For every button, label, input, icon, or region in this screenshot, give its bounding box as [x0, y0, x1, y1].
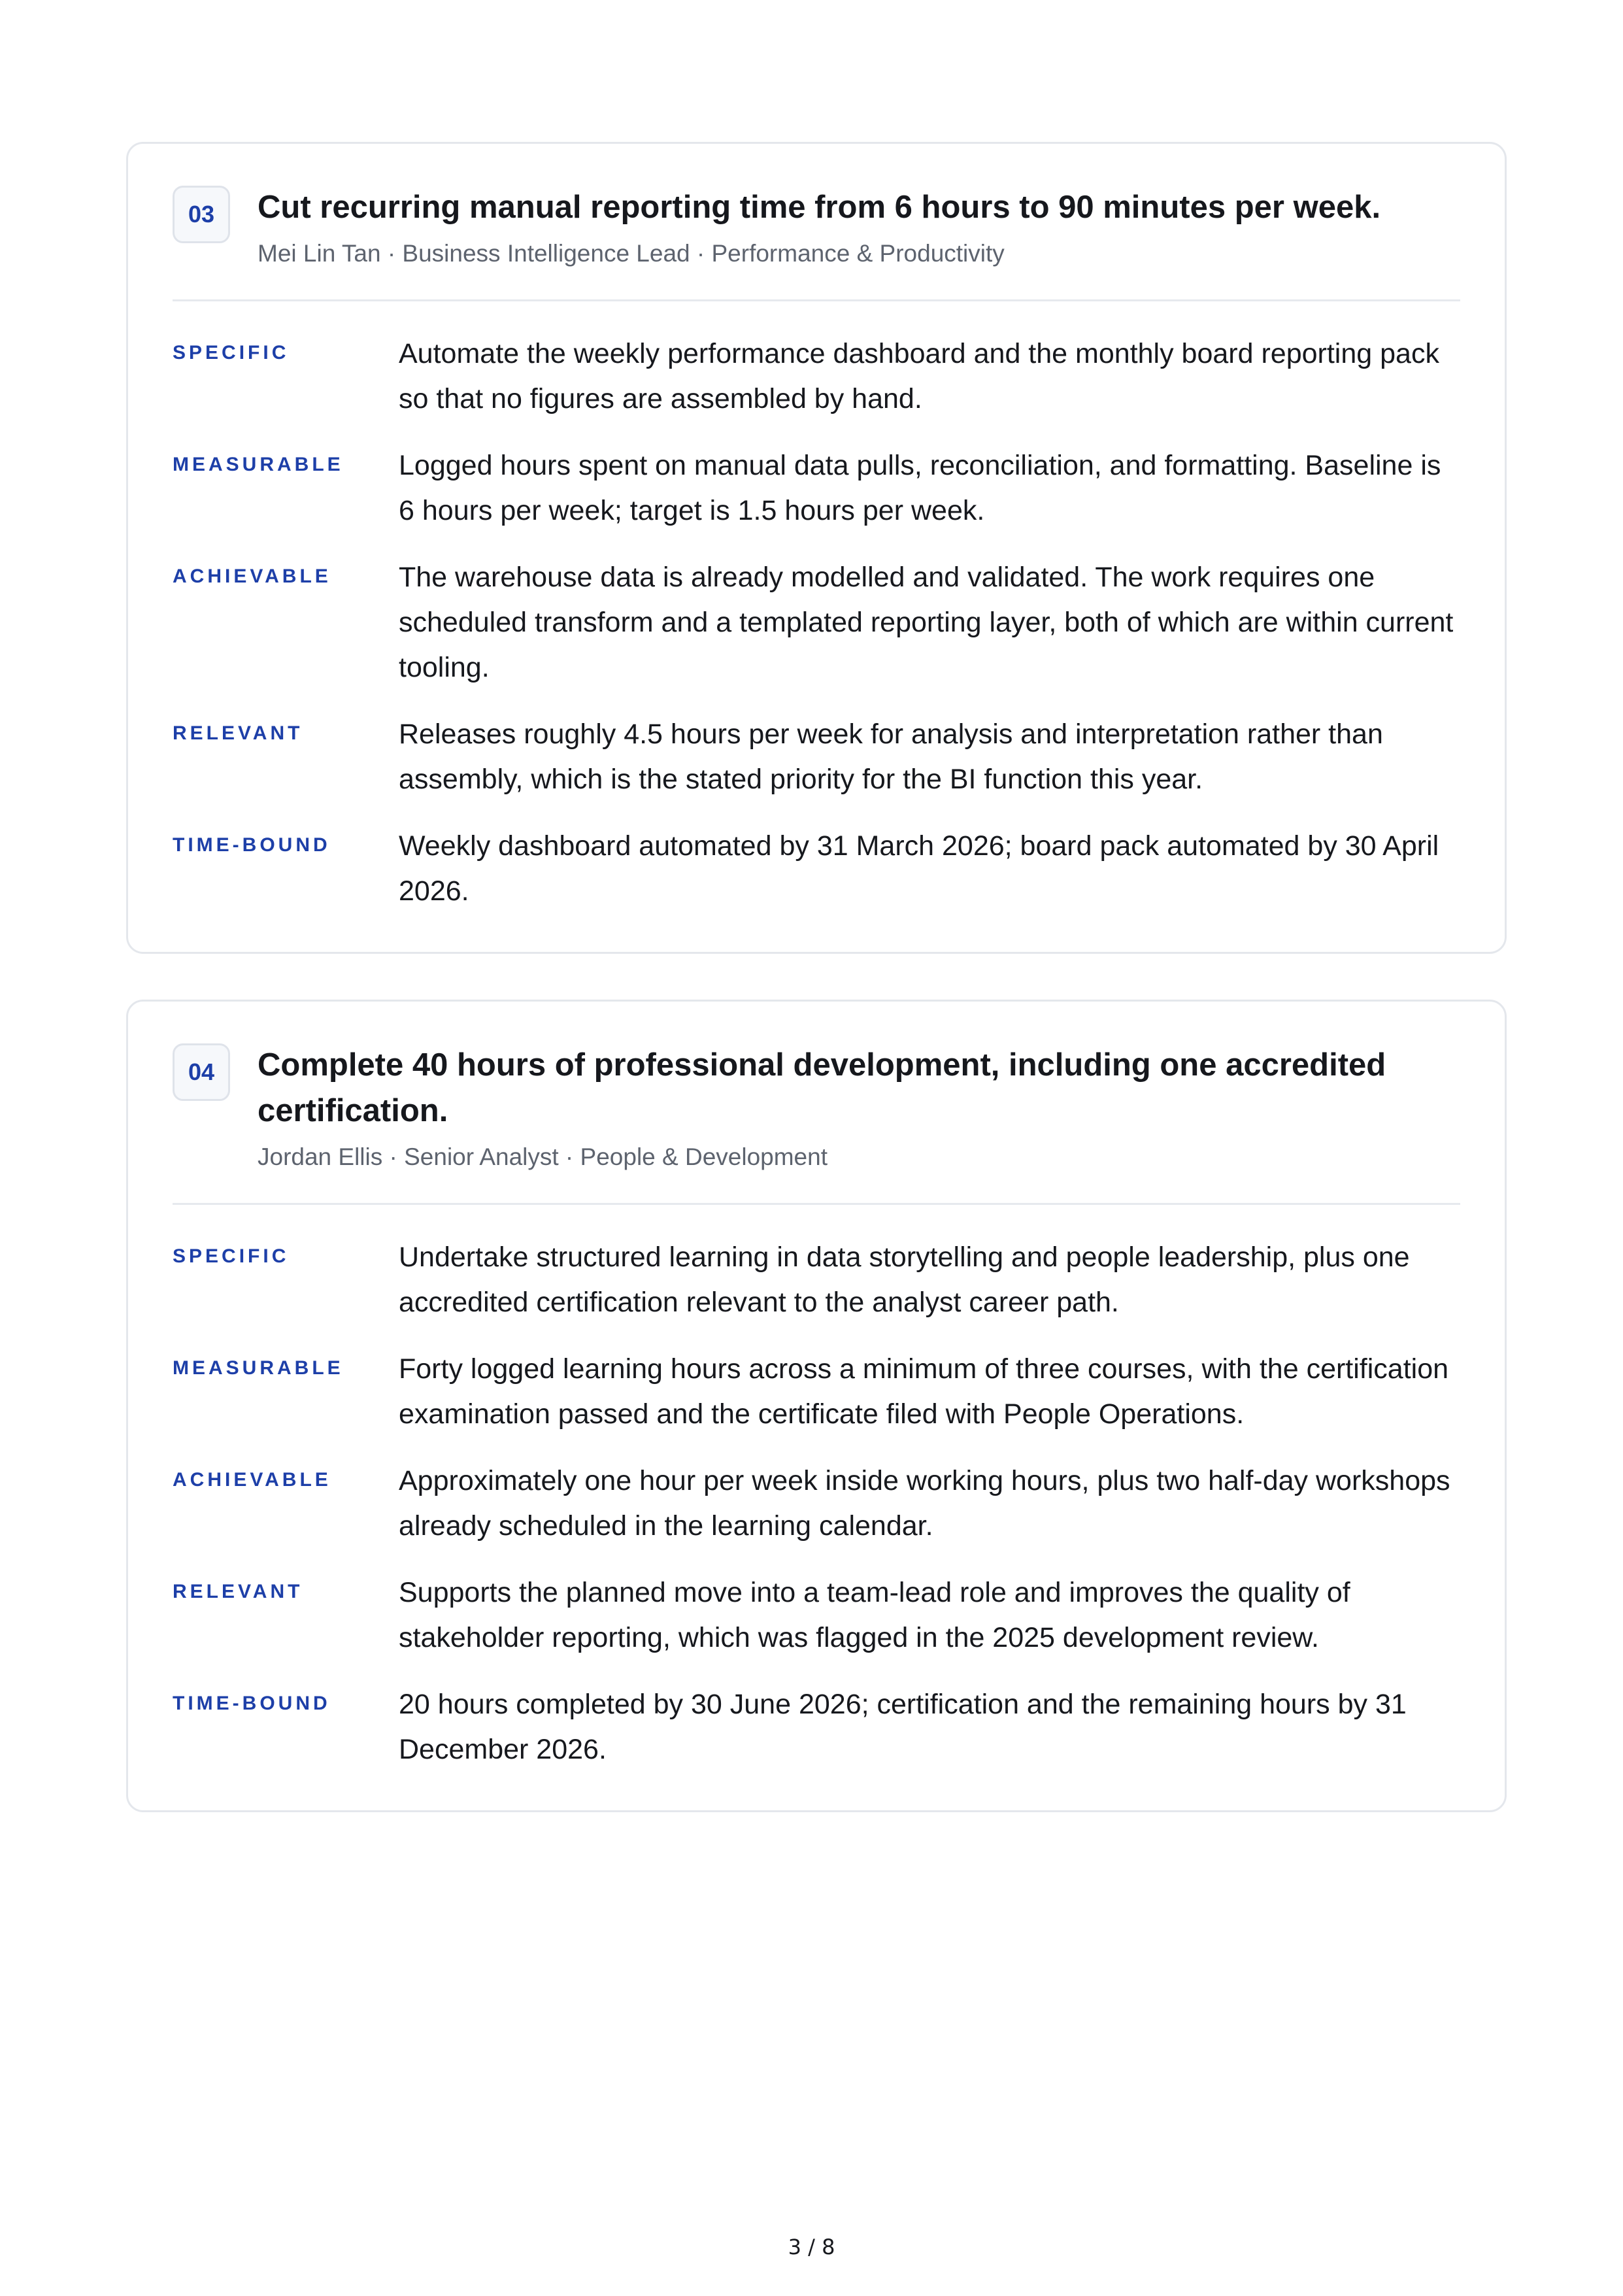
- criterion-achievable: [173, 555, 1460, 690]
- criterion-time-bound: [173, 824, 1460, 914]
- criterion-label: RELEVANT: [173, 722, 303, 744]
- criterion-text: Forty logged learning hours across a minimum of three courses, with the certification examination passed and the certificate filed with People Operations.: [399, 1353, 1449, 1430]
- criterion-text: Weekly dashboard automated by 31 March 2026; board pack automated by 30 April 2026.: [399, 830, 1439, 907]
- criterion-label: MEASURABLE: [173, 454, 344, 475]
- criterion-text: The warehouse data is already modelled and validated. The work requires one scheduled transform and a templated reporting layer, both of which are within current tooling.: [399, 562, 1454, 683]
- criterion-measurable: [173, 443, 1460, 533]
- page-number: 3 / 8: [788, 2235, 835, 2259]
- criterion-relevant: [173, 712, 1460, 802]
- goal-card: [126, 1000, 1507, 1812]
- criterion-text: Supports the planned move into a team-lead role and improves the quality of stakeholder reporting, which was flagged in the 2025 development review.: [399, 1577, 1350, 1653]
- criterion-achievable: [173, 1459, 1460, 1549]
- criterion-text: Approximately one hour per week inside working hours, plus two half-day workshops already scheduled in the learning calendar.: [399, 1465, 1450, 1542]
- goal-header: [173, 184, 1460, 269]
- criterion-measurable: [173, 1347, 1460, 1437]
- goal-heading: [258, 1042, 1460, 1173]
- criterion-specific: [173, 331, 1460, 422]
- criterion-label: MEASURABLE: [173, 1357, 344, 1379]
- goal-owner-meta: Mei Lin Tan · Business Intelligence Lead · Performance & Productivity: [258, 240, 1005, 267]
- goal-number-badge: 04: [173, 1043, 230, 1101]
- smart-criteria-list: [173, 331, 1460, 914]
- goal-title: Cut recurring manual reporting time from 6 hours to 90 minutes per week.: [258, 190, 1381, 225]
- criterion-text: Undertake structured learning in data storytelling and people leadership, plus one accredited certification relevant to the analyst career path.: [399, 1241, 1410, 1318]
- smart-criteria-list: [173, 1235, 1460, 1772]
- criterion-label: RELEVANT: [173, 1581, 303, 1602]
- criterion-time-bound: [173, 1682, 1460, 1772]
- criterion-label: SPECIFIC: [173, 342, 290, 363]
- criterion-label: TIME-BOUND: [173, 1693, 331, 1714]
- criterion-text: Logged hours spent on manual data pulls, reconciliation, and formatting. Baseline is 6 hours per week; target is 1.5 hours per week.: [399, 450, 1441, 526]
- criterion-text: Releases roughly 4.5 hours per week for analysis and interpretation rather than assembly, which is the stated priority for the BI function this year.: [399, 718, 1383, 795]
- criterion-specific: [173, 1235, 1460, 1325]
- goal-title: Complete 40 hours of professional development, including one accredited certification.: [258, 1047, 1386, 1128]
- divider: [173, 299, 1460, 301]
- goal-card: [126, 142, 1507, 954]
- criterion-label: SPECIFIC: [173, 1245, 290, 1267]
- criterion-label: ACHIEVABLE: [173, 1469, 331, 1491]
- goal-header: [173, 1042, 1460, 1173]
- criterion-label: ACHIEVABLE: [173, 566, 331, 587]
- goal-owner-meta: Jordan Ellis · Senior Analyst · People & Development: [258, 1143, 828, 1170]
- criterion-text: Automate the weekly performance dashboard and the monthly board reporting pack so that no figures are assembled by hand.: [399, 338, 1439, 414]
- goal-number-badge: 03: [173, 186, 230, 243]
- criterion-text: 20 hours completed by 30 June 2026; certification and the remaining hours by 31 December 2026.: [399, 1689, 1407, 1765]
- goal-heading: [258, 184, 1460, 269]
- criterion-label: TIME-BOUND: [173, 834, 331, 856]
- criterion-relevant: [173, 1570, 1460, 1661]
- divider: [173, 1203, 1460, 1205]
